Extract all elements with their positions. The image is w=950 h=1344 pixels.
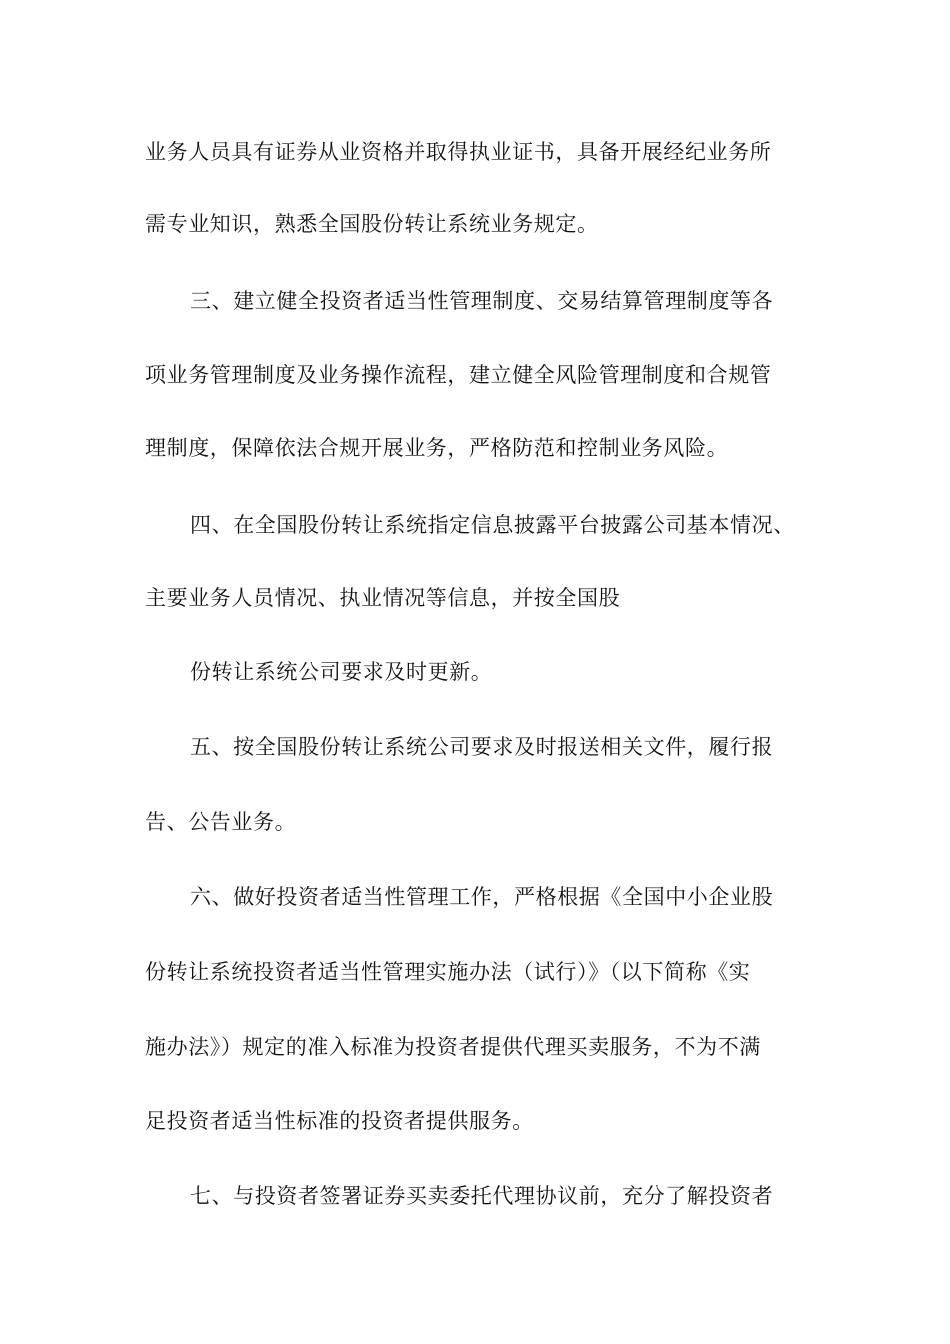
text-line: 施办法》）规定的准入标准为投资者提供代理买卖服务，不为不满 bbox=[145, 1035, 761, 1059]
paragraph-3-start: 三、建立健全投资者适当性管理制度、交易结算管理制度等各 bbox=[190, 289, 774, 313]
paragraph-5-start: 五、按全国股份转让系统公司要求及时报送相关文件，履行报 bbox=[190, 735, 774, 759]
text-line: 份转让系统投资者适当性管理实施办法（试行）》（以下简称《实 bbox=[145, 960, 751, 984]
text-line: 告、公告业务。 bbox=[145, 810, 297, 834]
text-line-indented: 份转让系统公司要求及时更新。 bbox=[190, 660, 493, 684]
text-line: 理制度，保障依法合规开展业务，严格防范和控制业务风险。 bbox=[145, 436, 729, 460]
text-line: 主要业务人员情况、执业情况等信息，并按全国股 bbox=[145, 586, 621, 610]
paragraph-6-start: 六、做好投资者适当性管理工作，严格根据《全国中小企业股 bbox=[190, 885, 774, 909]
paragraph-4-start: 四、在全国股份转让系统指定信息披露平台披露公司基本情况、 bbox=[190, 513, 795, 537]
text-line: 需专业知识，熟悉全国股份转让系统业务规定。 bbox=[145, 212, 599, 236]
text-line: 足投资者适当性标准的投资者提供服务。 bbox=[145, 1109, 534, 1133]
text-line: 项业务管理制度及业务操作流程，建立健全风险管理制度和合规管 bbox=[145, 363, 772, 387]
paragraph-7-start: 七、与投资者签署证券买卖委托代理协议前，充分了解投资者 bbox=[190, 1184, 774, 1208]
text-line: 业务人员具有证券从业资格并取得执业证书，具备开展经纪业务所 bbox=[145, 140, 772, 164]
